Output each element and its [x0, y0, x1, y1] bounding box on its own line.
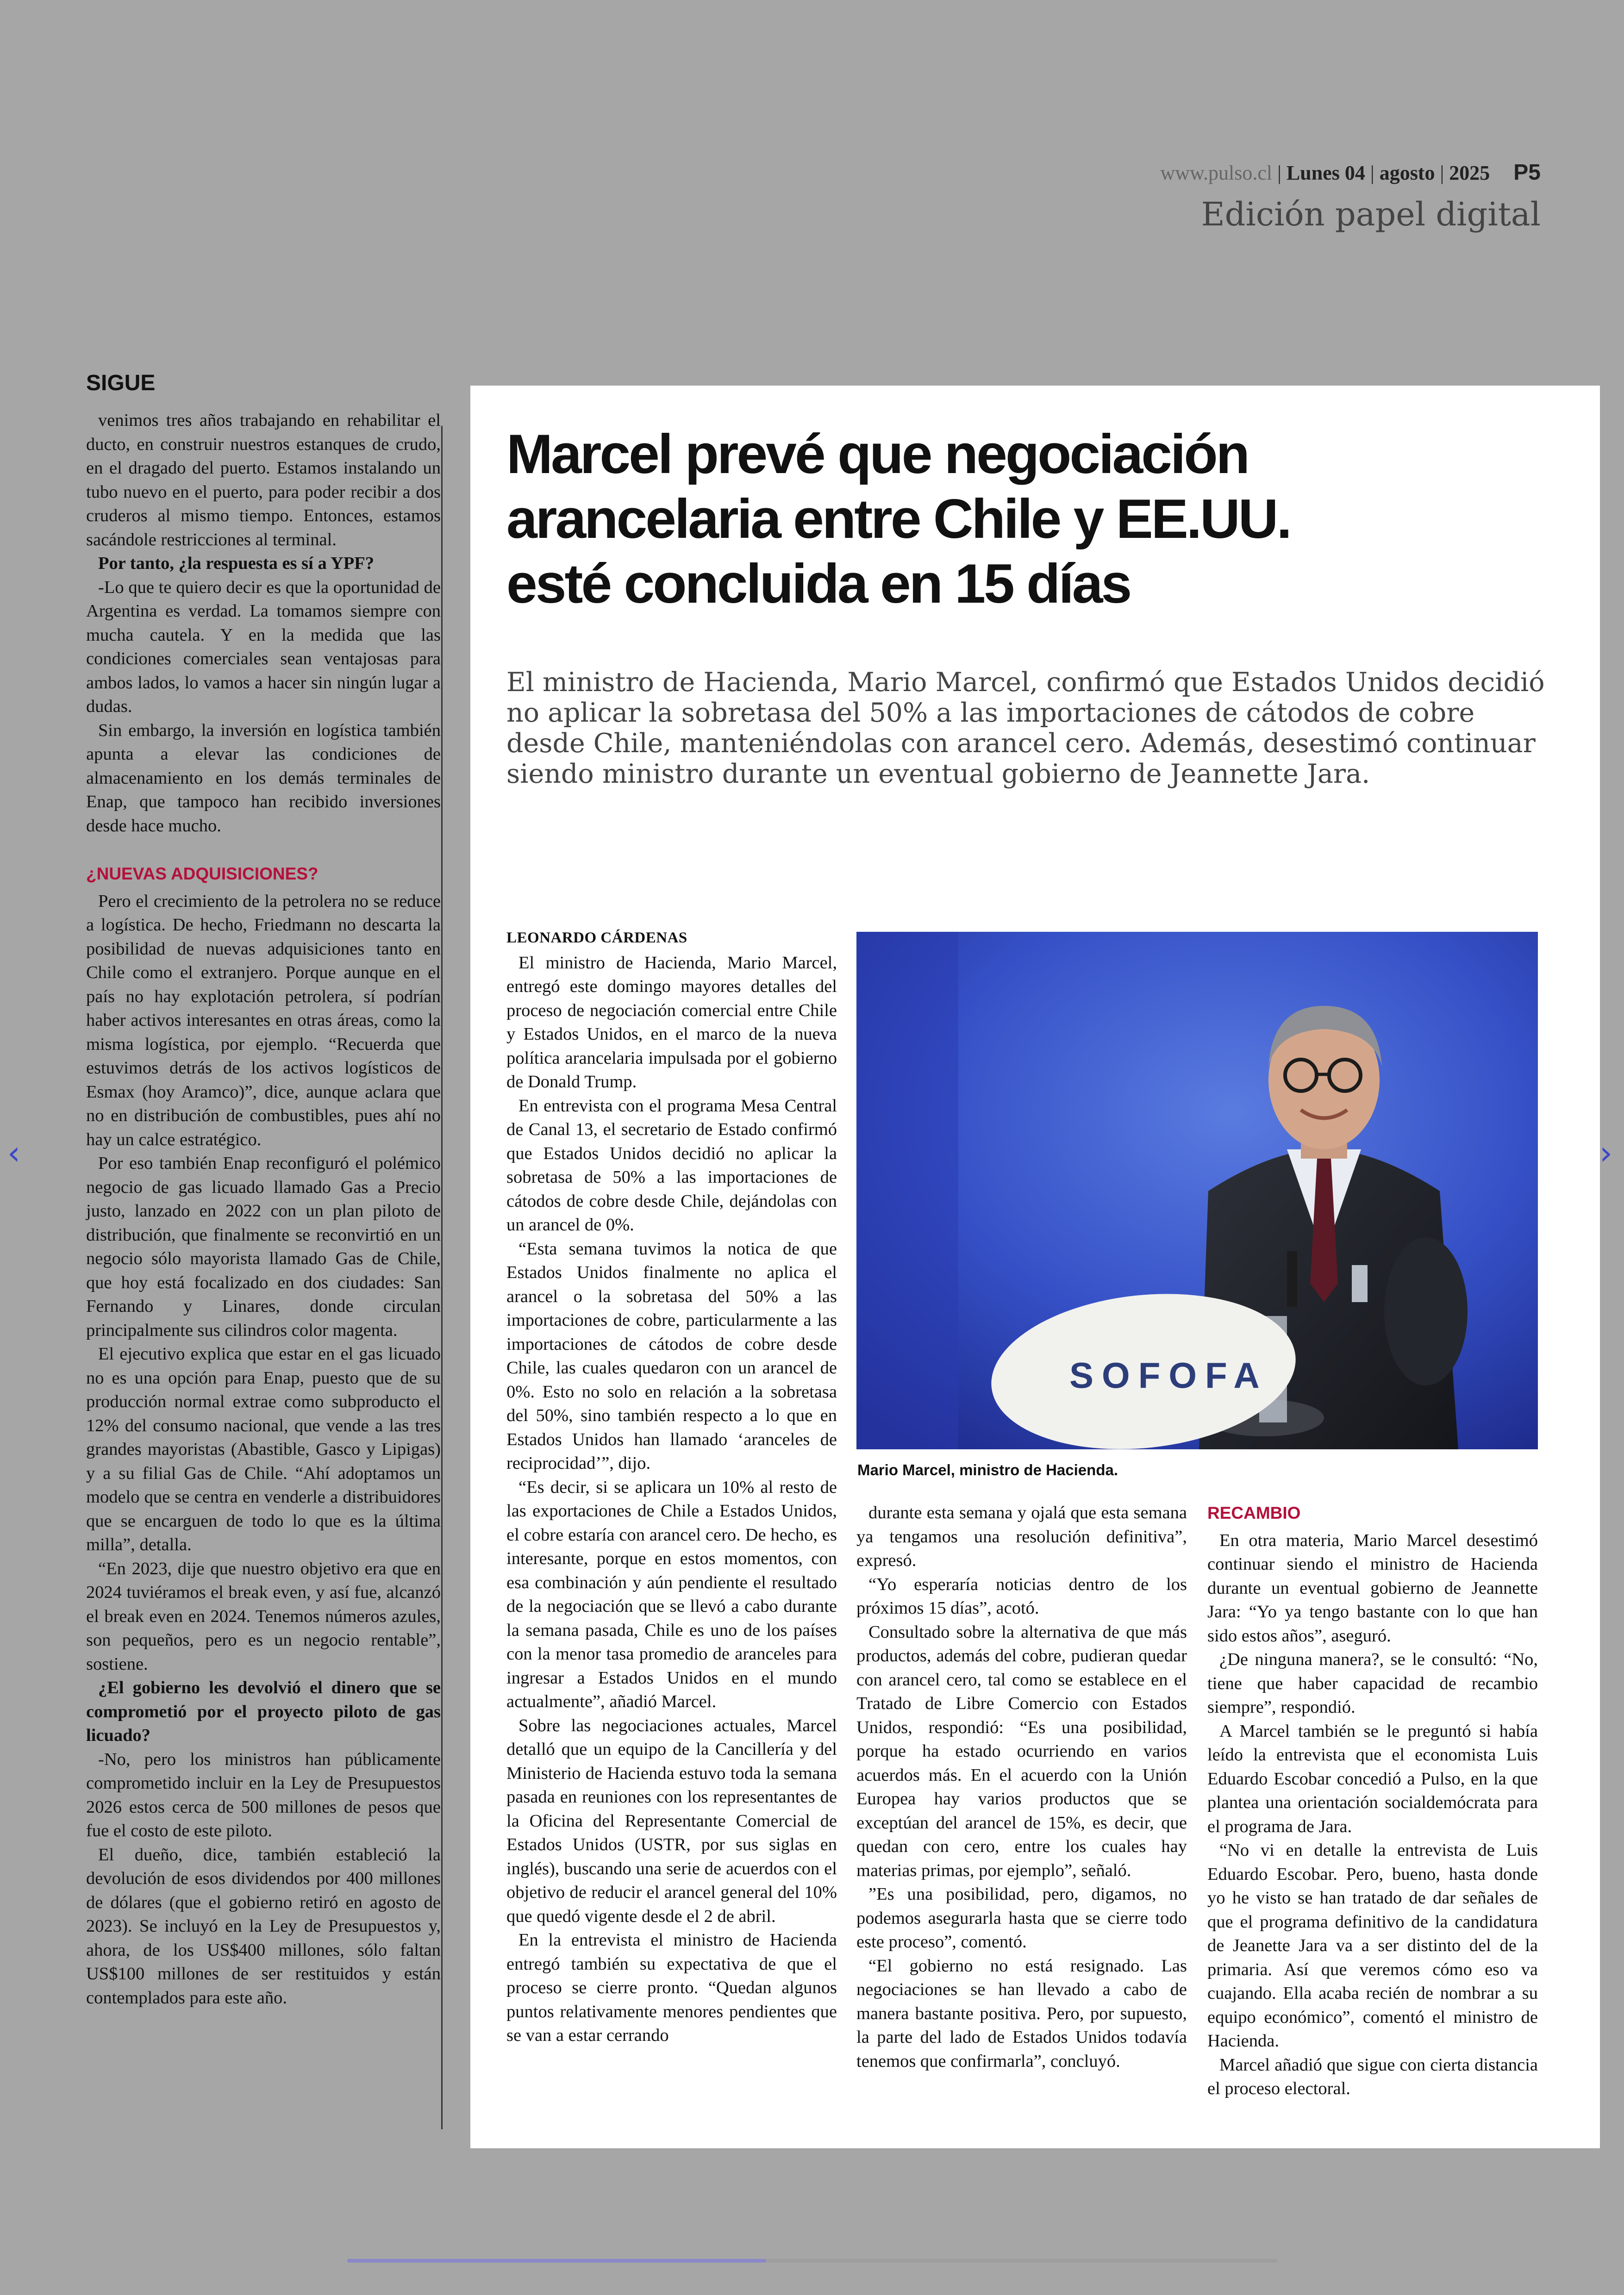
paragraph: ”Es una posibilidad, pero, digamos, no podemos asegurarla hasta que se cierre todo este proceso”, comentó.: [856, 1884, 1187, 1952]
paragraph: El ministro de Hacienda, Mario Marcel, entregó este domingo mayores detalles del proceso de negociación comercial entre Chile y Estados Unidos, en el marco de la nueva política arancelaria impulsada por el gobierno de Donald Trump.: [506, 953, 837, 1091]
continuation-paragraphs-a: [86, 409, 441, 838]
article-column-1: [506, 926, 837, 2048]
recambio-subhead: RECAMBIO: [1207, 1503, 1301, 1522]
page-progress-bar[interactable]: [347, 2259, 1278, 2263]
paragraph: -Lo que te quiero decir es que la oportunidad de Argentina es verdad. La tomamos siempre con mucha cautela. Y en la medida que las condiciones comerciales sean ventajosas para ambos lados, lo vamos a hacer sin ningún lugar a dudas.: [86, 577, 441, 716]
paragraph: ¿De ninguna manera?, se le consultó: “No, tiene que haber capacidad de recambio siempre”, respondió.: [1207, 1650, 1538, 1717]
headline-line: esté concluida en 15 días: [506, 553, 1131, 615]
site-url[interactable]: www.pulso.cl: [1160, 162, 1273, 184]
column-3-body: [1207, 1529, 1538, 2101]
paragraph: ¿El gobierno les devolvió el dinero que se comprometió por el proyecto piloto de gas licuado?: [86, 1678, 441, 1745]
paragraph: A Marcel también se le preguntó si había leído la entrevista que el economista Luis Eduardo Escobar concedió a Pulso, en la que plantea una orientación socialdemócrata para el programa de Jara.: [1207, 1721, 1538, 1836]
paragraph: “Esta semana tuvimos la notica de que Estados Unidos finalmente no aplica el arancel o la sobretasa del 50% a las importaciones de cobre, particularmente a las importaciones de cátodos de cobre desde Chile, las cuales quedaron con un arancel de 0%. Esto no solo en relación a la sobretasa del 50%, sino también respecto a lo que en Estados Unidos han llamado ‘aranceles de reciprocidad’”, dijo.: [506, 1239, 837, 1473]
podium-logo: SOFOFA: [1069, 1355, 1268, 1396]
page-number: P5: [1513, 160, 1541, 185]
continuation-text: [86, 409, 441, 2010]
photo-caption: Mario Marcel, ministro de Hacienda.: [857, 1461, 1118, 1478]
paragraph: “Es decir, si se aplicara un 10% al resto de las exportaciones de Chile a Estados Unidos, el cobre estaría con arancel cero. De hecho, es interesante, porque en estos momentos, con esa combinación y aún pendiente el resultado de la negociación que se llevó a cabo durante la semana pasada, Chile es uno de los países con la menor tasa promedio de aranceles para ingresar a Estados Unidos en el mundo actualmente”, añadió Marcel.: [506, 1477, 837, 1711]
sigue-label: SIGUE: [86, 371, 156, 395]
next-page-button[interactable]: [1599, 1134, 1612, 1172]
paragraph: Marcel añadió que sigue con cierta distancia el proceso electoral.: [1207, 2055, 1538, 2098]
paragraph: “En 2023, dije que nuestro objetivo era que en 2024 tuviéramos el break even, y así fue, alcanzó el break even en 2024. Tenemos números azules, son pequeños, pero es un negocio rentable”, sostiene.: [86, 1559, 441, 1674]
chevron-left-icon[interactable]: ‹: [7, 1134, 20, 1172]
edition-label: Edición papel digital: [1201, 195, 1541, 233]
article-photo: [856, 932, 1538, 1449]
paragraph: “No vi en detalle la entrevista de Luis Eduardo Escobar. Pero, bueno, hasta donde yo he visto se han tratado de dar señales de que el programa definitivo de la candidatura de Jeanette Jara va a ser distinto del de la primaria. Así que veremos cómo eso va cuajando. Ella acaba recién de nombrar a su equipo económico”, comentó el ministro de Hacienda.: [1207, 1840, 1538, 2051]
column-2-body: [856, 1501, 1187, 2073]
paragraph: El dueño, dice, también estableció la devolución de esos dividendos por 400 millones de dólares (que el gobierno retiró en agosto de 2023). Se incluyó en la Ley de Presupuestos y, ahora, de los US$400 millones, sólo faltan US$100 millones de ser restituidos y están contemplados para este año.: [86, 1845, 441, 2008]
paragraph: Consultado sobre la alternativa de que más productos, además del cobre, pudieran quedar con arancel cero, tal como se establece en el Tratado de Libre Comercio con Estados Unidos, respondió: “Es una posibilidad, porque ha estado ocurriendo en varios acuerdos más. En el acuerdo con la Unión Europea hay varios productos que se exceptúan del arancel de 15%, es decir, que quedan con cero, entre los cuales hay materias primas, por ejemplo”, señaló.: [856, 1622, 1187, 1880]
continuation-paragraphs-b: [86, 890, 441, 2010]
masthead-year: 2025: [1449, 162, 1490, 184]
byline: LEONARDO CÁRDENAS: [506, 929, 687, 946]
paragraph: “El gobierno no está resignado. Las negociaciones se han llevado a cabo de manera bastante positiva. Pero, por supuesto, la parte del lado de Estados Unidos todavía tenemos que confirmarla”, concluyó.: [856, 1956, 1187, 2071]
mario-marcel-photo: [856, 932, 1538, 1449]
paragraph: Por eso también Enap reconfiguró el polémico negocio de gas licuado llamado Gas a Precio justo, lanzado en 2022 con un plan piloto de distribución, que finalmente se reconvirtió en un negocio sólo mayorista llamado Gas de Chile, que hoy está focalizado en dos ciudades: San Fernando y Linares, donde circulan principalmente sus cilindros color magenta.: [86, 1154, 441, 1340]
headline: [506, 422, 1525, 616]
section-subhead: ¿NUEVAS ADQUISICIONES?: [86, 864, 319, 883]
page-progress-fill: [347, 2259, 766, 2263]
paragraph: En otra materia, Mario Marcel desestimó continuar siendo el ministro de Hacienda durante un eventual gobierno de Jeannette Jara: “Yo ya tengo bastante con lo que han sido estos años”, aseguró.: [1207, 1530, 1538, 1646]
continuation-column: [86, 370, 441, 2010]
headline-line: arancelaria entre Chile y EE.UU.: [506, 488, 1290, 550]
dek: El ministro de Hacienda, Mario Marcel, confirmó que Estados Unidos decidió no aplicar la sobretasa del 50% a las importaciones de cátodos de cobre desde Chile, manteniéndolas con arancel cero. Además, desestimó continuar siendo ministro durante un eventual gobierno de Jeannette Jara.: [506, 667, 1545, 789]
paragraph: “Yo esperaría noticias dentro de los próximos 15 días”, acotó.: [856, 1574, 1187, 1618]
paragraph: Sin embargo, la inversión en logística también apunta a elevar las condiciones de almacenamiento en los demás terminales de Enap, que tampoco han recibido inversiones desde hace mucho.: [86, 720, 441, 836]
prev-page-button[interactable]: [7, 1134, 20, 1172]
masthead-dateline: www.pulso.cl | Lunes 04 | agosto | 2025 P5: [1160, 160, 1541, 185]
masthead: [1018, 160, 1541, 233]
paragraph: Pero el crecimiento de la petrolera no se reduce a logística. De hecho, Friedmann no descarta la posibilidad de nuevas adquisiciones tanto en Chile como el extranjero. Porque aunque en el país no hay explotación petrolera, sí podrían haber activos interesantes en otras áreas, como la misma logística, por ejemplo. “Recuerda que estuvimos detrás de los activos logísticos de Esmax (hoy Aramco)”, dice, aunque aclara que no en distribución de combustibles, pues ahí no hay un calce estratégico.: [86, 891, 441, 1149]
paragraph: El ejecutivo explica que estar en el gas licuado no es una opción para Enap, puesto que de su producción normal extrae como subproducto el 12% del consumo nacional, que vende a las tres grandes mayoristas (Abastible, Gasco y Lipigas) y a su filial Gas de Chile. “Ahí adoptamos un modelo que se centra en venderle a distribuidores que se encarguen de todo lo que es la última milla”, detalla.: [86, 1344, 441, 1554]
paragraph: Por tanto, ¿la respuesta es sí a YPF?: [98, 554, 374, 573]
article-panel: [470, 386, 1600, 2148]
article-column-2: [856, 1501, 1187, 2073]
column-1-body: [506, 951, 837, 2048]
column-divider: [441, 426, 443, 2129]
paragraph: -No, pero los ministros han públicamente comprometido incluir en la Ley de Presupuestos 2026 estos cerca de 500 millones de pesos que fue el costo de este piloto.: [86, 1749, 441, 1840]
chevron-right-icon[interactable]: ›: [1599, 1134, 1612, 1172]
paragraph: En entrevista con el programa Mesa Central de Canal 13, el secretario de Estado confirmó que Estados Unidos decidió no aplicar la sobretasa de 50% a las importaciones de cátodos de cobre desde Chile, dejándolas con un arancel de 0%.: [506, 1096, 837, 1235]
masthead-month: agosto: [1379, 162, 1435, 184]
masthead-day: Lunes 04: [1286, 162, 1365, 184]
headline-line: Marcel prevé que negociación: [506, 423, 1248, 485]
article-column-3: [1207, 1501, 1538, 2101]
paragraph: Sobre las negociaciones actuales, Marcel detalló que un equipo de la Cancillería y del Ministerio de Hacienda estuvo toda la semana pasada en reuniones con los representantes de la Oficina del Representante Comercial de Estados Unidos (USTR, por sus siglas en inglés), buscando una serie de acuerdos con el objetivo de reducir el arancel general del 10% que quedó vigente desde el 2 de abril.: [506, 1715, 837, 1926]
paragraph: venimos tres años trabajando en rehabilitar el ducto, en construir nuestros estanques de crudo, en el dragado del puerto. Estamos instalando un tubo nuevo en el puerto, para poder recibir a dos cruderos al mismo tiempo. Entonces, estamos sacándole restricciones al terminal.: [86, 411, 441, 549]
paragraph: durante esta semana y ojalá que esta semana ya tengamos una resolución definitiva”, expresó.: [856, 1503, 1187, 1570]
paragraph: En la entrevista el ministro de Hacienda entregó también su expectativa de que el proceso se cierre pronto. “Quedan algunos puntos relativamente menores pendientes que se van a estar cerrando: [506, 1930, 837, 2045]
